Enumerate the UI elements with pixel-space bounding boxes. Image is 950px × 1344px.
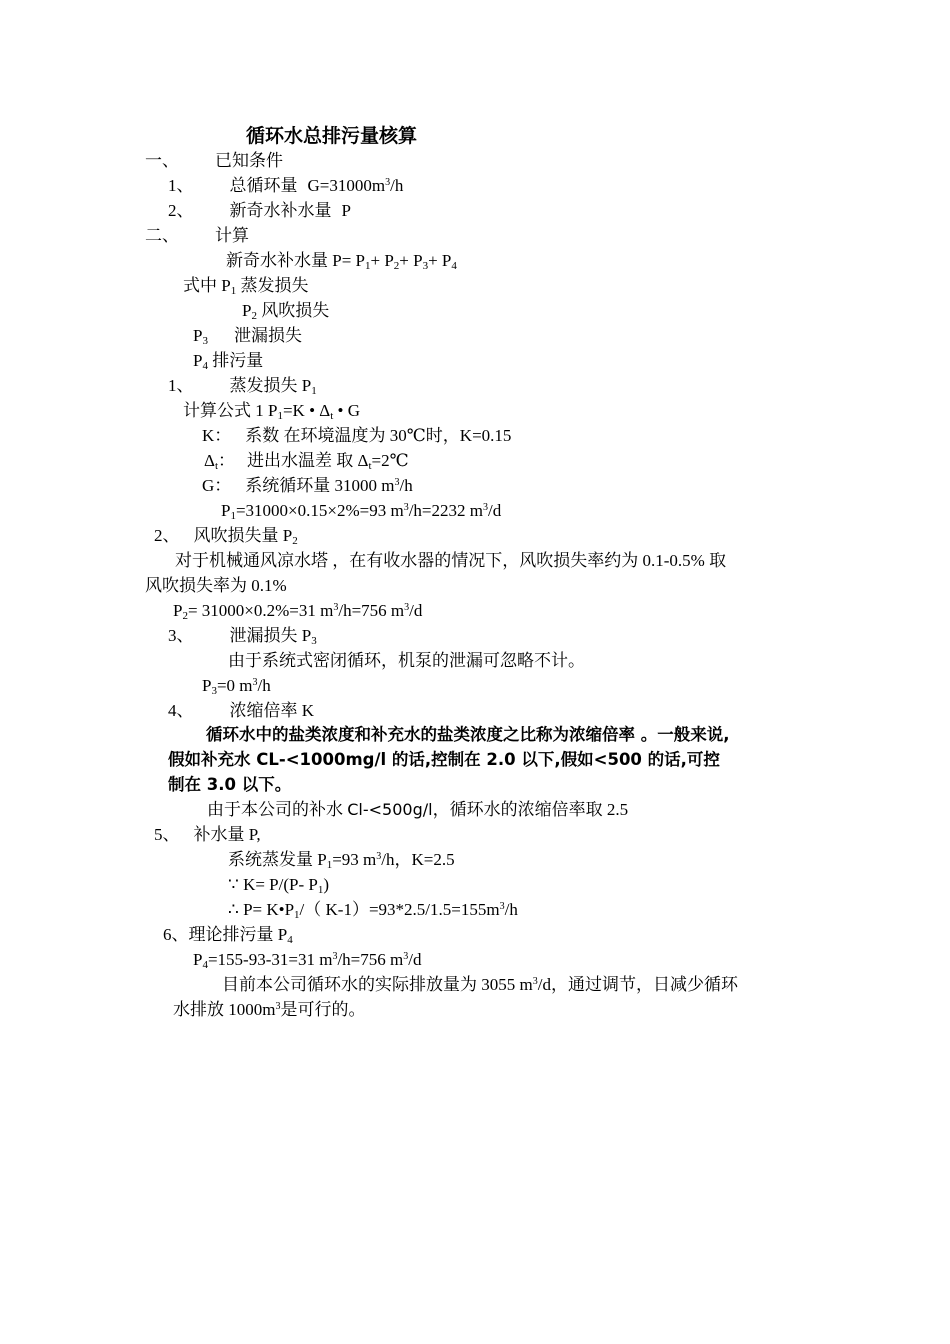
calc3-heading: 3、 泄漏损失 $P_3$ xyxy=(168,626,317,647)
makeup-formula: 新奇水补水量 $P= P_1+ P_2+ P_3+ P_4$ xyxy=(226,251,457,272)
calc1-result: $P_1=31000\times 0.15\times 2\%=93$ $m^3/h=2232$ $m^3/d$ xyxy=(221,501,502,522)
calc4-company-ratio: 由于本公司的补水 Cl-<500g/l，循环水的浓缩倍率取 2.5 xyxy=(207,800,629,819)
calc1-g-definition: G： 系统循环量 31000 $m^3/h$ xyxy=(202,476,413,495)
section-heading-calculation: 二、 计算 xyxy=(145,226,249,245)
calc5-therefore: ∴ $P= K•P_1/$（ $K-1)=93*2.5/1.5=155m^3/h$ xyxy=(228,900,518,921)
calc6-result: $P_4=155-93-31=31$ $m^3/h=756$ $m^3/d$ xyxy=(193,950,422,971)
calc2-result: $P_2= 31000\times 0.2\%=31$ $m^3/h=756$ $m^3/d$ xyxy=(173,601,423,622)
where-p1: 式中 $P_1$ 蒸发损失 xyxy=(183,276,309,297)
where-p2: $P_2$ 风吹损失 xyxy=(242,301,330,322)
calc1-formula: 计算公式 1 $P_1=K$ • $\Delta_t$ • G xyxy=(183,401,361,422)
page-title: 循环水总排污量核算 xyxy=(246,125,418,147)
calc3-result: $P_3=0$ $m^3/h$ xyxy=(202,676,271,697)
calc4-definition-line1: 循环水中的盐类浓度和补充水的盐类浓度之比称为浓缩倍率 。一般来说, xyxy=(206,725,730,744)
calc2-text-line1: 对于机械通风凉水塔 ，在有收水器的情况下，风吹损失率约为 0.1-0.5% 取 xyxy=(175,551,727,570)
calc1-dt-definition: $\Delta_t$： 进出水温差 取 $\Delta_t=2℃$ xyxy=(204,451,409,472)
item-total-circulation: 1、 总循环量 $G=31000m^3/h$ xyxy=(168,176,404,195)
calc4-definition-line2: 假如补充水 CL-<1000mg/l 的话,控制在 2.0 以下,假如<500 的话,可控 xyxy=(168,750,720,769)
calc5-heading: 5、 补水量 P, xyxy=(154,825,261,844)
calc4-definition-line3: 制在 3.0 以下。 xyxy=(168,775,292,794)
calc4-heading: 4、 浓缩倍率 K xyxy=(168,701,315,720)
calc1-heading: 1、 蒸发损失 $P_1$ xyxy=(168,376,317,397)
where-p4: $P_4$ 排污量 xyxy=(193,351,264,372)
calc6-conclusion-line1: 目前本公司循环水的实际排放量为 3055 $m^3/d$，通过调节，日减少循环 xyxy=(222,975,738,994)
calc1-k-definition: K： 系数 在环境温度为 30℃时，K=0.15 xyxy=(202,426,512,445)
calc6-conclusion-line2: 水排放 $1000m^3$是可行的。 xyxy=(173,1000,366,1019)
section-heading-known-conditions: 一、 已知条件 xyxy=(145,151,283,170)
calc2-heading: 2、 风吹损失量 $P_2$ xyxy=(154,526,298,547)
calc5-evaporation: 系统蒸发量 $P_1=93$ $m^3/h$，K=2.5 xyxy=(228,850,455,871)
calc2-text-line2: 风吹损失率为 0.1% xyxy=(145,576,287,595)
calc5-because: ∵ K= P/(P- $P_1$) xyxy=(228,875,330,896)
calc3-text: 由于系统式密闭循环，机泵的泄漏可忽略不计。 xyxy=(228,651,585,670)
calc6-heading: 6、理论排污量 $P_4$ xyxy=(163,925,293,946)
item-makeup-water: 2、 新奇水补水量 P xyxy=(168,201,351,220)
where-p3: $P_3$ 泄漏损失 xyxy=(193,326,302,347)
